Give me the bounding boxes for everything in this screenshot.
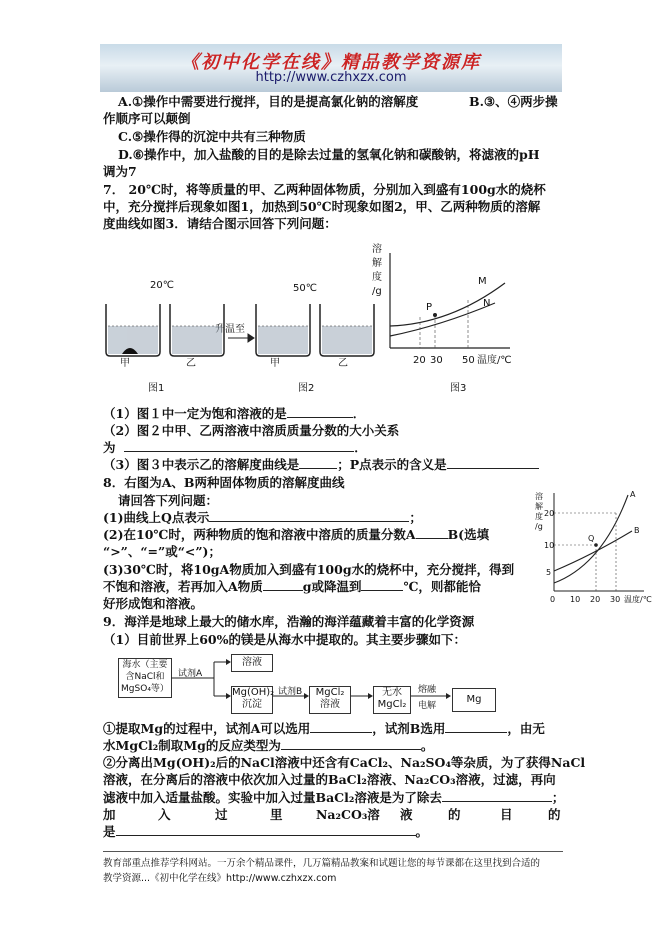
answer-blank-q9-3[interactable]	[281, 737, 421, 750]
banner-url[interactable]: http://www.czhxzx.com	[255, 70, 407, 85]
point-p	[433, 313, 437, 317]
q7-figure	[100, 238, 560, 398]
answer-blank-q9-4[interactable]	[442, 789, 552, 802]
q8-solubility-chart	[532, 485, 657, 607]
q9-line2: （1）目前世界上60%的镁是从海水中提取的。其主要步骤如下：	[103, 632, 466, 647]
q9-part2-line1: ②分离出Mg(OH)₂后的NaCl溶液中还含有CaCl₂、Na₂SO₄等杂质，为了获得NaCl	[103, 755, 586, 770]
label-reagent-b: 试剂B	[278, 687, 303, 697]
q9-spaced-2: 入	[158, 807, 171, 822]
q9-spaced-7: 的	[448, 807, 461, 822]
arrow-head	[248, 334, 254, 342]
fig3-xlabel: 温度/℃	[477, 355, 512, 366]
fig3-axes	[390, 253, 510, 348]
q8-line3: (1)曲线上Q点表示 ；	[103, 510, 422, 525]
answer-blank-q9-1[interactable]	[310, 720, 372, 733]
q6-option-d-cont: 调为7	[103, 164, 137, 179]
label-reagent-a: 试剂A	[178, 669, 203, 679]
answer-blank-q8-3[interactable]	[263, 578, 303, 591]
flow-mgoh2: Mg(OH)₂ 沉淀	[231, 686, 273, 714]
q9-part1-line2: 水MgCl₂制取Mg的反应类型为 。	[103, 738, 434, 753]
y-tick-10: 10	[544, 541, 555, 550]
q8-line1: 8．右图为A、B两种固体物质的溶解度曲线	[103, 475, 345, 490]
q9-spaced-5: Na₂CO₃溶	[316, 807, 380, 822]
svg-text:/g: /g	[372, 286, 382, 297]
svg-text:/g: /g	[535, 522, 543, 531]
q9-part2-line3: 滤液中加入适量盐酸。实验中加入过量BaCl₂溶液是为了除去 ；	[103, 790, 565, 805]
q8-line4: (2)在10℃时，两种物质的饱和溶液中溶质的质量分数A B(选填	[103, 527, 490, 542]
answer-blank-q8-4[interactable]	[361, 578, 403, 591]
q9-part1-line1: ①提取Mg的过程中，试剂A可以选用 ，试剂B选用 ，由无	[103, 721, 545, 736]
footer-line1: 教育部重点推荐学科网站。一万余个精品课件，几万篇精品教案和试题让您的每节课都在这里找到合适的	[103, 858, 541, 869]
answer-blank-q9-5[interactable]	[116, 823, 416, 836]
label-electrolysis: 电解	[418, 701, 437, 711]
q7-sub2-b: 为 ．	[103, 440, 367, 455]
x-tick-10: 10	[570, 595, 581, 604]
svg-text:度: 度	[535, 512, 543, 521]
banner-title: 《初中化学在线》精品教学资源库	[181, 52, 481, 73]
q9-spaced-3: 过	[215, 807, 228, 822]
y-tick-5: 5	[546, 568, 552, 577]
flow-anhydrous-mgcl2: 无水 MgCl₂	[373, 686, 411, 714]
answer-blank-q8-2[interactable]	[416, 526, 448, 539]
answer-blank-q8-1[interactable]	[209, 509, 409, 522]
label-b: B	[634, 526, 640, 535]
svg-text:解: 解	[372, 258, 382, 269]
q8-line7: 不饱和溶液，若再加入A物质 g或降温到 ℃，则都能恰	[103, 579, 481, 594]
arrow-label: 升温至	[215, 324, 245, 335]
answer-blank-q7-1[interactable]	[287, 405, 353, 418]
footer-line2[interactable]: 教学资源...《初中化学在线》http://www.czhxzx.com	[103, 873, 337, 884]
q7-line2: 中，充分搅拌后现象如图1，加热到50℃时现象如图2，甲、乙两种物质的溶解	[103, 199, 541, 214]
q6-option-a: A.①操作中需要进行搅拌，目的是提高氯化钠的溶解度	[118, 94, 419, 109]
q6-option-b-cont: 作顺序可以颠倒	[103, 111, 191, 126]
answer-blank-q7-3b[interactable]	[447, 456, 539, 469]
q7-line3: 度曲线如图3．请结合图示回答下列问题：	[103, 216, 337, 231]
x-label: 温度/℃	[624, 595, 652, 604]
fig1-temp: 20℃	[150, 280, 174, 291]
flow-mgcl2-solution: MgCl₂ 溶液	[309, 686, 351, 714]
fig2-caption: 图2	[298, 383, 315, 394]
flow-mg: Mg	[452, 688, 496, 712]
flow-seawater: 海水（主要 含NaCl和 MgSO₄等）	[118, 658, 172, 698]
q9-part2-line5: 是 。	[103, 824, 429, 839]
fig2-yi: 乙	[338, 358, 348, 369]
x-tick-20: 20	[590, 595, 601, 604]
label-n: N	[483, 298, 491, 309]
x-tick-30: 30	[610, 595, 621, 604]
svg-text:解: 解	[535, 502, 543, 511]
q9-spaced-8: 目	[500, 807, 513, 822]
y-tick-20: 20	[544, 509, 555, 518]
curve-n	[390, 303, 495, 336]
flow-solution: 溶液	[231, 654, 273, 672]
q8-line2: 请回答下列问题：	[118, 493, 219, 508]
q9-spaced-9: 的	[548, 807, 561, 822]
q9-part2-line2: 溶液，在分离后的溶液中依次加入过量的BaCl₂溶液、Na₂CO₃溶液，过滤，再向	[103, 772, 556, 787]
q8-line6: (3)30℃时，将10gA物质加入到盛有100g水的烧杯中，充分搅拌，得到	[103, 562, 515, 577]
q7-sub1: （1）图１中一定为饱和溶液的是 ．	[103, 406, 366, 421]
q6-option-c: C.⑤操作得的沉淀中共有三种物质	[118, 129, 306, 144]
fig1-caption: 图1	[148, 383, 165, 394]
answer-blank-q7-3a[interactable]	[299, 456, 337, 469]
answer-blank-q7-2[interactable]	[124, 439, 354, 452]
mg-extraction-flow	[118, 652, 518, 716]
q7-line1: 7． 20℃时，将等质量的甲、乙两种固体物质，分别加入到盛有100g水的烧杯	[103, 182, 546, 197]
x-tick-0: 0	[550, 595, 556, 604]
q8-line8: 好形成饱和溶液。	[103, 596, 204, 611]
answer-blank-q9-2[interactable]	[445, 720, 507, 733]
label-molten: 熔融	[418, 685, 437, 695]
tick-20: 20	[413, 355, 426, 366]
fig1-yi: 乙	[186, 358, 196, 369]
fig3-caption: 图3	[450, 383, 467, 394]
tick-30: 30	[430, 355, 443, 366]
q6-option-d: D.⑥操作中，加入盐酸的目的是除去过量的氢氧化钠和碳酸钠，将滤液的pH	[118, 147, 540, 162]
tick-50: 50	[462, 355, 475, 366]
fig2-temp: 50℃	[293, 283, 317, 294]
q6-option-b: B.③、④两步操	[469, 94, 558, 109]
q9-spaced-1: 加	[103, 807, 116, 822]
point-q	[594, 543, 598, 547]
q9-spaced-6: 液	[400, 807, 413, 822]
q7-sub2: （2）图２中甲、乙两溶液中溶质质量分数的大小关系	[103, 423, 400, 438]
footer-rule	[103, 851, 563, 852]
fig1-jia: 甲	[120, 358, 130, 369]
label-m: M	[478, 276, 487, 287]
svg-text:溶: 溶	[535, 492, 543, 501]
q8-line5: “>”、“=”或“<”)；	[103, 544, 221, 559]
fig3-ylabel-1: 溶	[372, 244, 382, 255]
header-banner	[100, 44, 562, 92]
q7-sub3: （3）图３中表示乙的溶解度曲线是 ；P点表示的含义是	[103, 456, 539, 473]
q9-line1: 9．海洋是地球上最大的储水库，浩瀚的海洋蕴藏着丰富的化学资源	[103, 614, 475, 629]
label-q: Q	[588, 534, 595, 543]
svg-text:度: 度	[372, 272, 382, 283]
fig2-jia: 甲	[270, 358, 280, 369]
label-a: A	[630, 490, 636, 499]
q9-spaced-4: 里	[270, 807, 283, 822]
label-p: P	[426, 302, 433, 313]
